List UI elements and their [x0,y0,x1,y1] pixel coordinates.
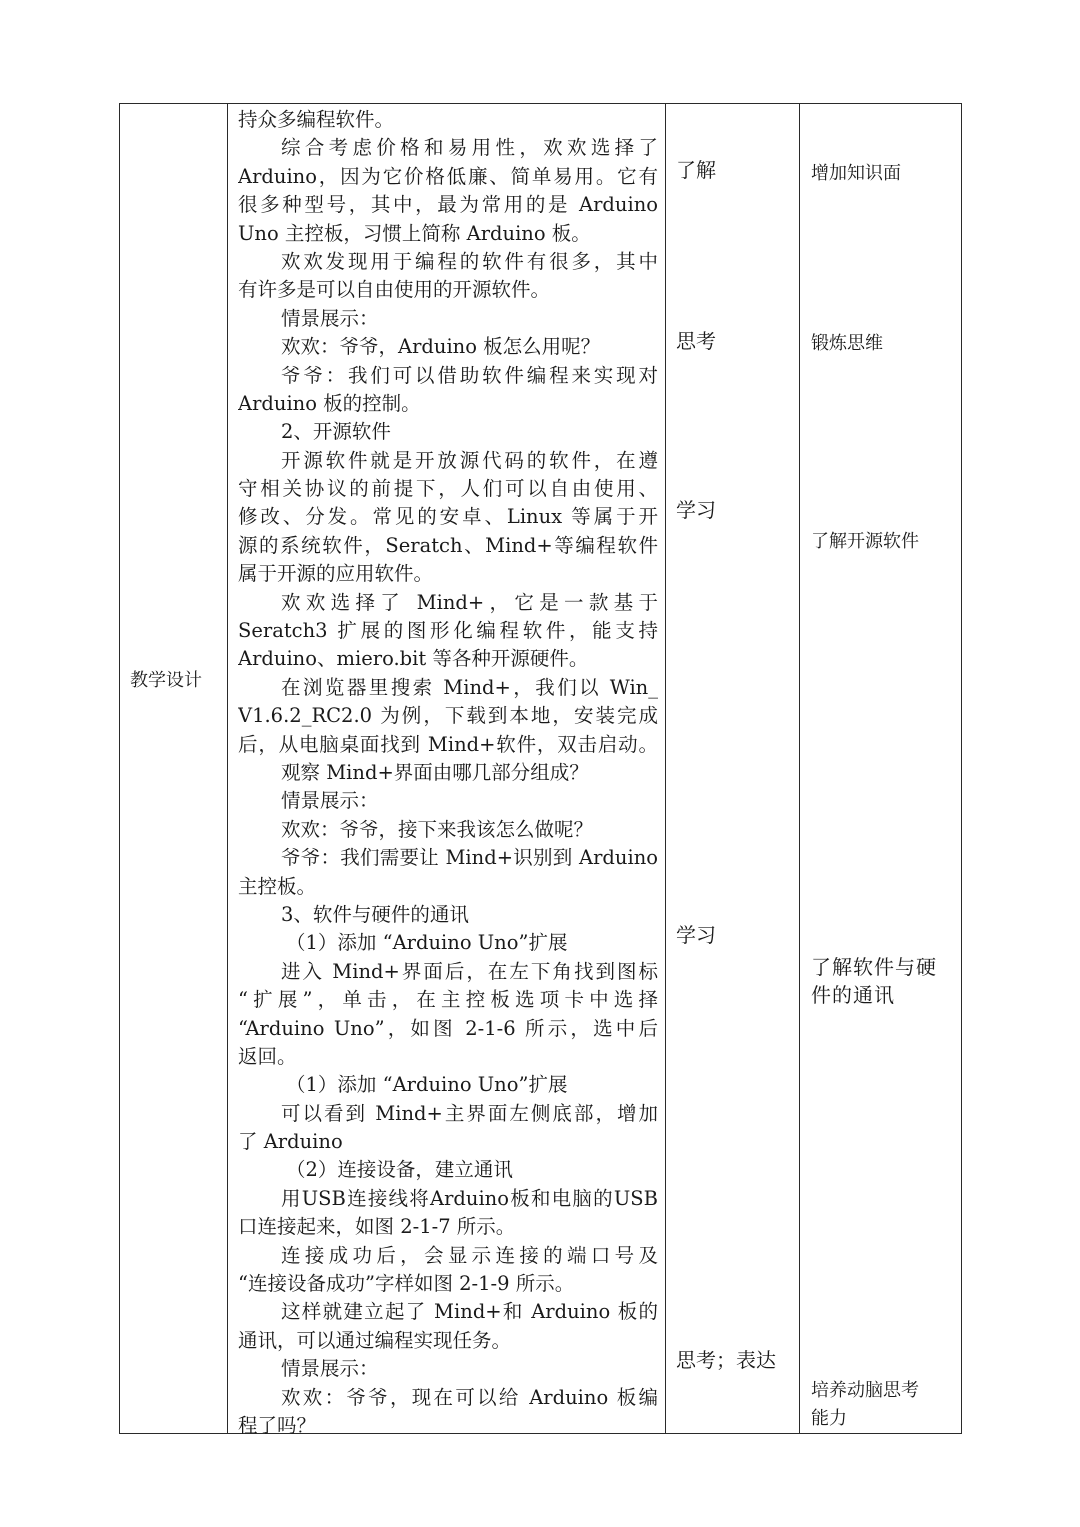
content-line: （2）连接设备，建立通讯 [286,1158,513,1182]
goal-line: 能力 [811,1408,847,1429]
column-divider [665,104,666,1433]
content-line: 爷爷：我们可以借助软件编程来实现对 [281,363,658,387]
content-line: V1.6.2_RC2.0 为例，下载到本地，安装完成 [238,704,658,728]
activity-cell: 思考；表达 [676,1348,776,1372]
content-line: “Arduino Uno”，如图 2-1-6 所示，选中后 [238,1016,658,1040]
content-line: “连接设备成功”字样如图 2-1-9 所示。 [238,1272,575,1296]
column-divider [227,104,228,1433]
content-line: （1）添加 “Arduino Uno”扩展 [286,1073,568,1097]
content-line: 属于开源的应用软件。 [238,562,434,586]
activity-cell: 了解 [676,158,716,182]
content-line: 守相关协议的前提下，人们可以自由使用、 [238,477,658,501]
content-line: 进入 Mind+界面后，在左下角找到图标 [281,959,658,983]
goal-line: 锻炼思维 [811,333,883,354]
content-line: 欢欢选择了 Mind+，它是一款基于 [281,590,658,614]
column-divider [799,104,800,1433]
content-line: 后，从电脑桌面找到 Mind+软件，双击启动。 [238,732,658,756]
content-line: 返回。 [238,1044,297,1068]
lesson-table [119,103,962,1437]
content-line: 爷爷：我们需要让 Mind+识别到 Arduino [281,846,658,870]
content-line: Arduino 板的控制。 [238,391,421,415]
goal-cell [811,953,961,1009]
activity-cell: 学习 [676,923,716,947]
goal-line: 了解软件与硬 [811,955,937,979]
goal-cell [811,528,961,556]
content-line: 情景展示： [281,306,379,330]
content-line: 在浏览器里搜索 Mind+，我们以 Win_ [281,675,658,699]
teaching-content [238,106,658,1440]
content-line: 这样就建立起了 Mind+和 Arduino 板的 [281,1300,658,1324]
activity-cell: 学习 [676,498,716,522]
content-line: 用USB连接线将Arduino板和电脑的USB [281,1186,658,1210]
content-line: 欢欢：爷爷，接下来我该怎么做呢？ [281,817,594,841]
content-line: 连接成功后，会显示连接的端口号及 [281,1243,658,1267]
content-line: 欢欢：爷爷，Arduino 板怎么用呢？ [281,335,601,359]
goal-line: 培养动脑思考 [811,1380,919,1401]
content-line: （1）添加 “Arduino Uno”扩展 [286,931,568,955]
content-line: 通讯，可以通过编程实现任务。 [238,1328,512,1352]
goal-cell [811,160,961,188]
content-line: 口连接起来，如图 2-1-7 所示。 [238,1215,516,1239]
content-line: 3、软件与硬件的通讯 [281,902,469,926]
content-line: 持众多编程软件。 [238,108,395,131]
content-line: 欢欢：爷爷，现在可以给 Arduino 板编 [281,1385,658,1409]
content-line: 开源软件就是开放源代码的软件，在遵 [281,448,658,472]
section-label: 教学设计 [130,670,202,691]
content-line: “扩展”，单击，在主控板选项卡中选择 [238,988,658,1012]
content-line: 修改、分发。常见的安卓、Linux 等属于开 [238,505,658,529]
content-line: Arduino、miero.bit 等各种开源硬件。 [238,647,589,671]
content-line: 很多种型号，其中，最为常用的是 Arduino [238,193,658,217]
content-line: 观察 Mind+界面由哪几部分组成？ [281,760,589,784]
content-line: 可以看到 Mind+主界面左侧底部，增加 [281,1101,658,1125]
content-line: 程了吗？ [238,1413,317,1437]
content-line: 情景展示： [281,1357,379,1381]
content-line: 有许多是可以自由使用的开源软件。 [238,278,551,302]
content-line: 源的系统软件，Seratch、Mind+等编程软件 [238,533,658,557]
content-line: 欢欢发现用于编程的软件有很多，其中 [281,249,658,273]
goal-line: 件的通讯 [811,983,895,1007]
goal-cell [811,330,961,358]
content-line: Seratch3 扩展的图形化编程软件，能支持 [238,619,658,643]
content-line: 2、开源软件 [281,420,391,444]
goal-cell [811,1377,961,1433]
goal-line: 增加知识面 [811,163,901,184]
content-line: 情景展示： [281,789,379,813]
content-line: Arduino，因为它价格低廉、简单易用。它有 [238,164,658,188]
activity-cell: 思考 [676,329,716,353]
content-line: 主控板。 [238,874,317,898]
content-line: 了 Arduino [238,1130,343,1154]
content-line: 综合考虑价格和易用性，欢欢选择了 [281,136,658,160]
goal-line: 了解开源软件 [811,531,919,552]
content-line: Uno 主控板，习惯上简称 Arduino 板。 [238,221,591,245]
